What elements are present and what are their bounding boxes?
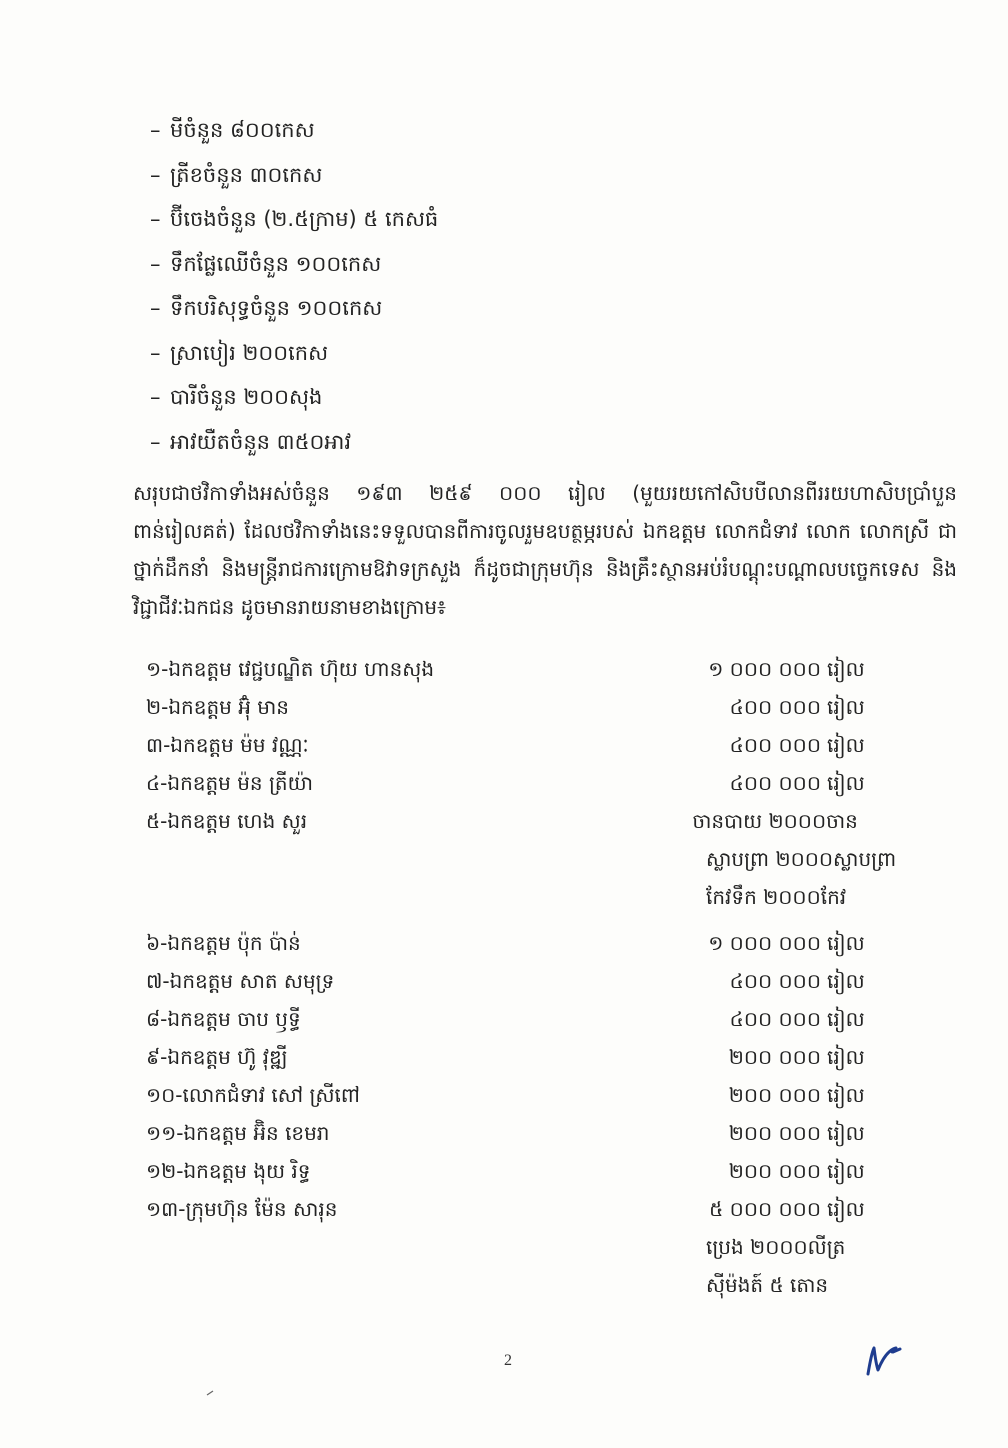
donor-row xyxy=(146,650,936,688)
list-item xyxy=(150,197,850,242)
donor-name: ៩-ឯកឧត្តម ហ៊ូ វុឌ្ឍី xyxy=(146,1045,288,1069)
currency-label: រៀល xyxy=(827,1159,865,1183)
amount-value: ១ ០០០ ០០០ xyxy=(708,931,821,955)
donor-row xyxy=(146,764,936,802)
donation-item: ស៊ីម៉ងត៍ ៥ តោន xyxy=(706,1273,829,1297)
donation-amount xyxy=(686,726,936,764)
list-item xyxy=(150,375,850,420)
bullet-dash: – xyxy=(150,251,161,276)
donor-row xyxy=(146,924,936,962)
donation-amount xyxy=(686,764,936,802)
amount-value: ២០០ ០០០ xyxy=(728,1045,821,1069)
amount-value: ២០០ ០០០ xyxy=(728,1121,821,1145)
currency-label: រៀល xyxy=(827,1121,865,1145)
list-item xyxy=(150,420,850,465)
donation-amount xyxy=(686,962,936,1000)
list-item-text: ទឹកបរិសុទ្ធចំនួន ១០០កេស xyxy=(170,296,383,320)
donation-amount xyxy=(686,650,936,688)
amount-value: ៤០០ ០០០ xyxy=(729,969,821,993)
donor-name: ៥-ឯកឧត្តម ហេង សួរ xyxy=(146,809,308,833)
amount-value: ១ ០០០ ០០០ xyxy=(708,657,821,681)
bullet-dash: – xyxy=(150,340,161,365)
list-item xyxy=(150,331,850,376)
bullet-dash: – xyxy=(150,429,161,454)
donation-detail-row xyxy=(146,1228,936,1266)
bullet-dash: – xyxy=(150,296,161,320)
donation-amount xyxy=(686,1152,936,1190)
amount-value: ២០០ ០០០ xyxy=(728,1083,821,1107)
donor-row xyxy=(146,1076,936,1114)
currency-label: រៀល xyxy=(827,733,865,757)
bullet-dash: – xyxy=(150,162,161,187)
item-list xyxy=(150,108,850,464)
donor-row xyxy=(146,688,936,726)
bullet-dash: – xyxy=(150,385,161,409)
summary-paragraph xyxy=(133,474,957,626)
bullet-dash: – xyxy=(150,207,161,231)
list-item xyxy=(150,242,850,287)
donor-name: ៦-ឯកឧត្តម ប៉ុក ប៉ាន់ xyxy=(146,931,301,955)
currency-label: រៀល xyxy=(827,1083,865,1107)
list-item-text: ប៊ីចេងចំនួន (២.៥ក្រាម) ៥ កេសធំ xyxy=(170,207,439,231)
donor-name: ៤-ឯកឧត្តម ម៉ន ត្រីយ៉ា xyxy=(146,771,314,795)
donor-row xyxy=(146,802,936,840)
donation-amount xyxy=(686,688,936,726)
donation-item: ស្លាបព្រា ២០០០ស្លាបព្រា xyxy=(706,847,897,871)
donation-detail-row xyxy=(146,840,936,878)
scan-mark xyxy=(206,1390,214,1396)
donor-row xyxy=(146,1000,936,1038)
summary-text: សរុបជាថវិកាទាំងអស់ចំនួន ១៩៣ ២៥៩ ០០០ រៀល (មួយរយកៅសិបបីលានពីររយហាសិបប្រាំបួនពាន់រៀលគត់) ដែលថវិកាទាំងនេះទទួលបានពីការចូលរួមឧបត្ថម្ភរបស់ ឯកឧត្តម លោកជំទាវ លោក លោកស្រី ជាថ្នាក់ដឹកនាំ និងមន្ត្រីរាជការក្រោមឱវាទក្រសួង ក៏ដូចជាក្រុមហ៊ុន និងគ្រឹះស្ថានអប់រំបណ្តុះបណ្តាលបច្ចេកទេស និងវិជ្ជាជីវៈឯកជន ដូចមានរាយនាមខាងក្រោម៖ xyxy=(133,481,957,619)
donor-row xyxy=(146,1152,936,1190)
donor-row xyxy=(146,1190,936,1228)
donation-amount xyxy=(686,924,936,962)
donor-name: ៧-ឯកឧត្តម សាត សមុទ្រ xyxy=(146,969,335,993)
amount-value: ៤០០ ០០០ xyxy=(729,695,821,719)
donor-row xyxy=(146,1114,936,1152)
currency-label: រៀល xyxy=(827,969,865,993)
donation-detail-row xyxy=(146,1266,936,1304)
currency-label: រៀល xyxy=(827,1045,865,1069)
amount-value: ៤០០ ០០០ xyxy=(729,771,821,795)
signature-initial-icon xyxy=(862,1342,906,1378)
currency-label: រៀល xyxy=(827,1197,865,1221)
list-item xyxy=(150,286,850,331)
donation-amount xyxy=(686,1076,936,1114)
list-item xyxy=(150,153,850,198)
donation-amount xyxy=(686,1190,936,1228)
amount-value: ៤០០ ០០០ xyxy=(729,1007,821,1031)
amount-value: ៤០០ ០០០ xyxy=(729,733,821,757)
bullet-dash: – xyxy=(150,118,161,142)
donation-item: ប្រេង ២០០០លីត្រ xyxy=(706,1235,846,1259)
donation-amount xyxy=(672,802,936,840)
donor-name: ១០-លោកជំទាវ សៅ ស្រីពៅ xyxy=(146,1083,360,1107)
page-number: 2 xyxy=(504,1352,512,1369)
donor-row xyxy=(146,962,936,1000)
list-item-text: ស្រាបៀរ ២០០កេស xyxy=(170,340,329,365)
amount-value: ២០០ ០០០ xyxy=(728,1159,821,1183)
donation-amount xyxy=(686,1038,936,1076)
list-item-text: ត្រីខចំនួន ៣០កេស xyxy=(170,162,323,187)
donation-detail-row xyxy=(146,878,936,916)
currency-label: រៀល xyxy=(827,931,865,955)
list-item-text: មីចំនួន ៨០០កេស xyxy=(170,118,315,142)
donor-name: ៨-ឯកឧត្តម ចាប ឫទ្ធី xyxy=(146,1007,301,1031)
donation-amount xyxy=(686,1114,936,1152)
donor-name: ៣-ឯកឧត្តម ម៉ម វណ្ណៈ xyxy=(146,733,309,757)
donor-list xyxy=(146,650,936,1304)
currency-label: រៀល xyxy=(827,695,865,719)
list-item xyxy=(150,108,850,153)
donor-row xyxy=(146,726,936,764)
amount-value: ៥ ០០០ ០០០ xyxy=(709,1197,821,1221)
donation-item: ចានបាយ ២០០០ចាន xyxy=(692,809,858,833)
donor-name: ១១-ឯកឧត្តម អ៊ិន ខេមរា xyxy=(146,1121,330,1145)
currency-label: រៀល xyxy=(827,657,865,681)
donor-name: ២-ឯកឧត្តម អ៊ុំ មាន xyxy=(146,695,289,719)
donation-item: កែវទឹក ២០០០កែវ xyxy=(706,885,847,909)
list-item-text: អាវយឺតចំនួន ៣៥០អាវ xyxy=(170,429,351,454)
list-item-text: ទឹកផ្លែឈើចំនួន ១០០កេស xyxy=(170,251,382,276)
list-item-text: បារីចំនួន ២០០សុង xyxy=(170,385,323,409)
donor-name: ១២-ឯកឧត្តម ងុយ រិទ្ធ xyxy=(146,1159,311,1183)
donor-name: ១-ឯកឧត្តម វេជ្ជបណ្ឌិត ហ៊ុយ ហានសុង xyxy=(146,657,435,681)
donor-name: ១៣-ក្រុមហ៊ុន ម៉ែន សារុន xyxy=(146,1197,338,1221)
donation-amount xyxy=(686,1000,936,1038)
currency-label: រៀល xyxy=(827,771,865,795)
currency-label: រៀល xyxy=(827,1007,865,1031)
donor-row xyxy=(146,1038,936,1076)
